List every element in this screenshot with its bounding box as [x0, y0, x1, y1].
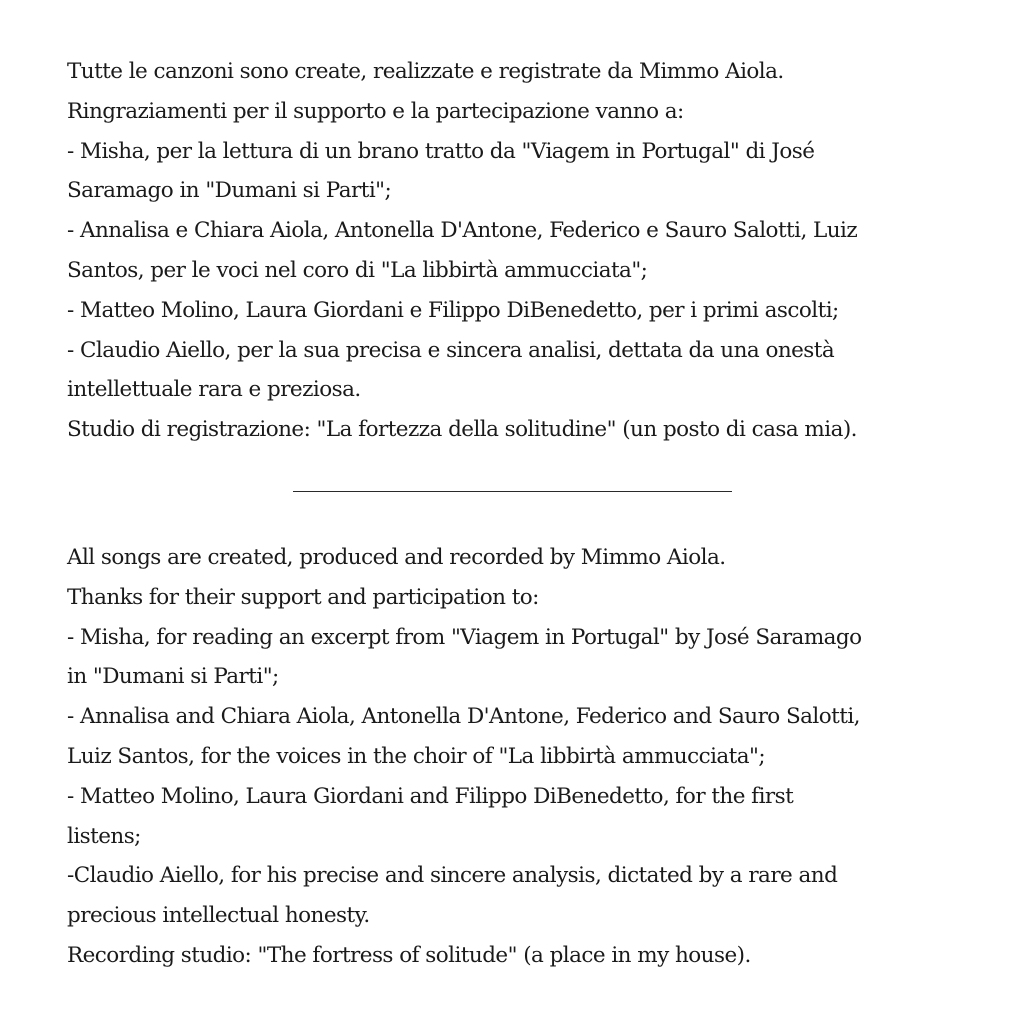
italian-line: Saramago in "Dumani si Parti"; [67, 178, 392, 204]
italian-line: intellettuale rara e preziosa. [67, 377, 361, 403]
italian-line: Studio di registrazione: "La fortezza della solitudine" (un posto di casa mia). [67, 417, 857, 443]
italian-line: - Claudio Aiello, per la sua precisa e sincera analisi, dettata da una onestà [67, 337, 835, 363]
english-line: - Matteo Molino, Laura Giordani and Filippo DiBenedetto, for the first [67, 783, 794, 809]
italian-line: - Misha, per la lettura di un brano tratto da "Viagem in Portugal" di José [67, 138, 815, 164]
italian-line: Ringraziamenti per il supporto e la partecipazione vanno a: [67, 98, 684, 124]
english-line: precious intellectual honesty. [67, 903, 370, 929]
english-line: All songs are created, produced and recorded by Mimmo Aiola. [67, 545, 726, 570]
italian-line: Santos, per le voci nel coro di "La libbirtà ammucciata"; [67, 257, 648, 283]
italian-line: Tutte le canzoni sono create, realizzate e registrate da Mimmo Aiola. [67, 59, 784, 84]
english-line: in "Dumani si Parti"; [67, 664, 279, 690]
english-line: Recording studio: "The fortress of solitude" (a place in my house). [67, 942, 751, 968]
italian-line: - Matteo Molino, Laura Giordani e Filippo DiBenedetto, per i primi ascolti; [67, 297, 839, 323]
english-line: - Annalisa and Chiara Aiola, Antonella D'Antone, Federico and Sauro Salotti, [67, 704, 860, 730]
english-line: listens; [67, 823, 141, 849]
italian-line: - Annalisa e Chiara Aiola, Antonella D'Antone, Federico e Sauro Salotti, Luiz [67, 218, 858, 244]
italian-credits [67, 52, 967, 450]
english-line: -Claudio Aiello, for his precise and sincere analysis, dictated by a rare and [67, 863, 838, 889]
english-line: Luiz Santos, for the voices in the choir of "La libbirtà ammucciata"; [67, 743, 766, 769]
english-line: - Misha, for reading an excerpt from "Viagem in Portugal" by José Saramago [67, 624, 862, 650]
section-divider [293, 491, 732, 492]
english-line: Thanks for their support and participation to: [67, 584, 539, 610]
english-credits [67, 538, 967, 976]
